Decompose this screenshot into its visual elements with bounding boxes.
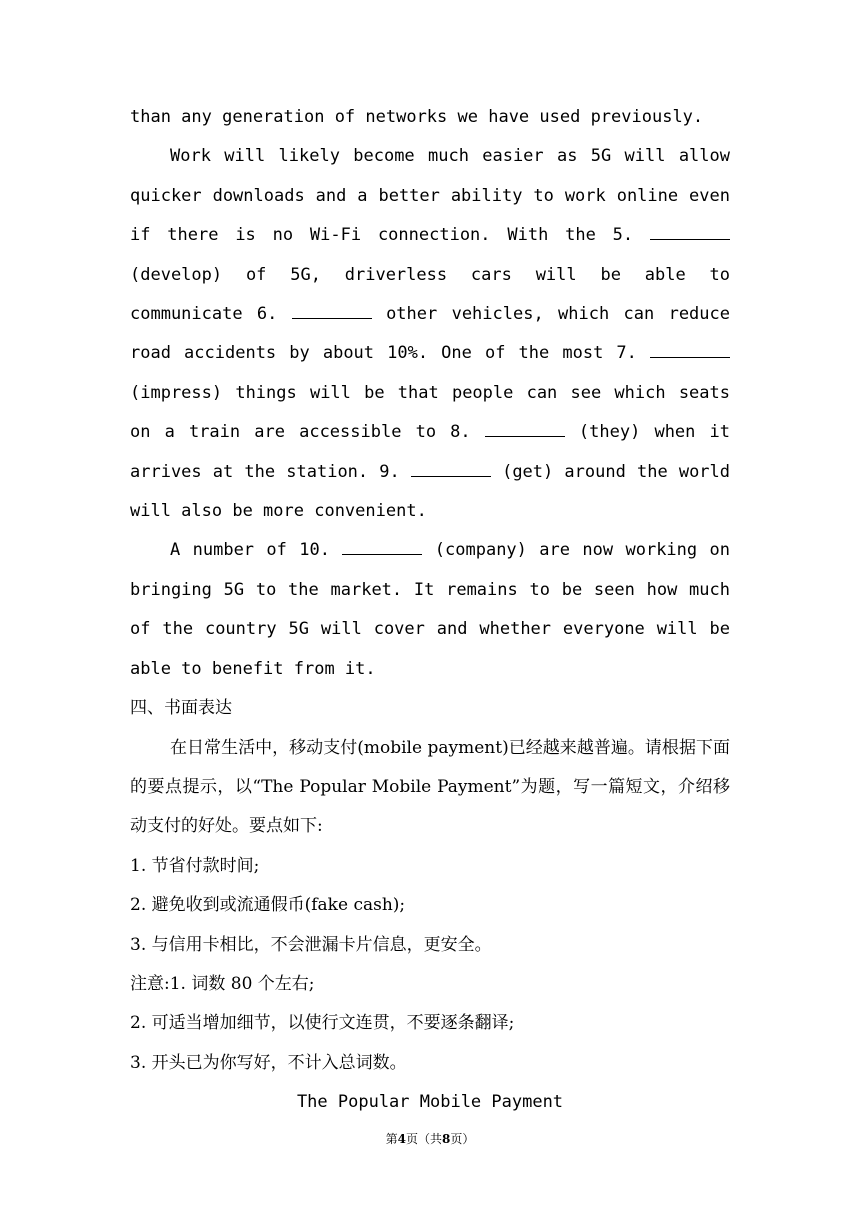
passage-text: other vehicles, which can reduce road accidents by about 10%. One of the most 7. <box>130 304 730 364</box>
passage-text: (develop) of 5G, driverless cars will be able to communicate 6. <box>130 264 730 325</box>
writing-note-1: 注意:1. 词数 80 个左右; <box>130 973 315 994</box>
answer-blank <box>342 540 422 555</box>
passage-text: (get) around the world will also be more convenient. <box>130 461 731 522</box>
essay-title: The Popular Mobile Payment <box>296 1092 564 1113</box>
answer-blank <box>650 225 730 240</box>
writing-intro: 在日常生活中，移动支付(mobile payment)已经越来越普遍。请根据下面的要点提示，以“The Popular Mobile Payment”为题，写一篇短文，介绍移动支付的好处。要点如下: <box>130 737 730 837</box>
section-heading-writing: 四、书面表达 <box>130 698 232 719</box>
footer-total-pages: 8 <box>442 1132 451 1146</box>
writing-point-3: 3. 与信用卡相比，不会泄漏卡片信息，更安全。 <box>130 934 492 955</box>
writing-point-2: 2. 避免收到或流通假币(fake cash); <box>130 895 406 916</box>
passage-paragraph-2 <box>130 137 730 531</box>
passage-paragraph-3 <box>130 531 730 689</box>
passage-text: (they) when it arrives at the station. 9. <box>130 422 731 482</box>
writing-point-1: 1. 节省付款时间; <box>130 855 260 876</box>
writing-note-2: 2. 可适当增加细节，以使行文连贯，不要逐条翻译; <box>130 1013 515 1034</box>
answer-blank <box>411 462 491 477</box>
passage-text: (impress) things will be that people can see which seats on a train are accessible to 8. <box>130 382 730 443</box>
page-content <box>130 98 730 1123</box>
writing-note-3: 3. 开头已为你写好，不计入总词数。 <box>130 1052 407 1073</box>
footer-suffix: 页） <box>450 1132 475 1146</box>
page-footer <box>0 1130 860 1147</box>
answer-blank <box>485 422 565 437</box>
passage-text: (company) are now working on bringing 5G to the market. It remains to be seen how much of the country 5G will cover and whether everyone will be able to benefit from it. <box>130 540 730 679</box>
answer-blank <box>650 343 730 358</box>
footer-prefix: 第 <box>385 1132 398 1146</box>
passage-text: A number of 10. <box>170 540 343 561</box>
passage-text: Work will likely become much easier as 5G will allow quicker downloads and a better ability to work online even if there is no Wi-Fi connection. With the 5. <box>130 146 730 246</box>
passage-line-prev: than any generation of networks we have used previously. <box>130 107 704 127</box>
footer-mid: 页（共 <box>405 1132 442 1146</box>
footer-page-number: 4 <box>397 1132 406 1146</box>
answer-blank <box>292 304 372 319</box>
